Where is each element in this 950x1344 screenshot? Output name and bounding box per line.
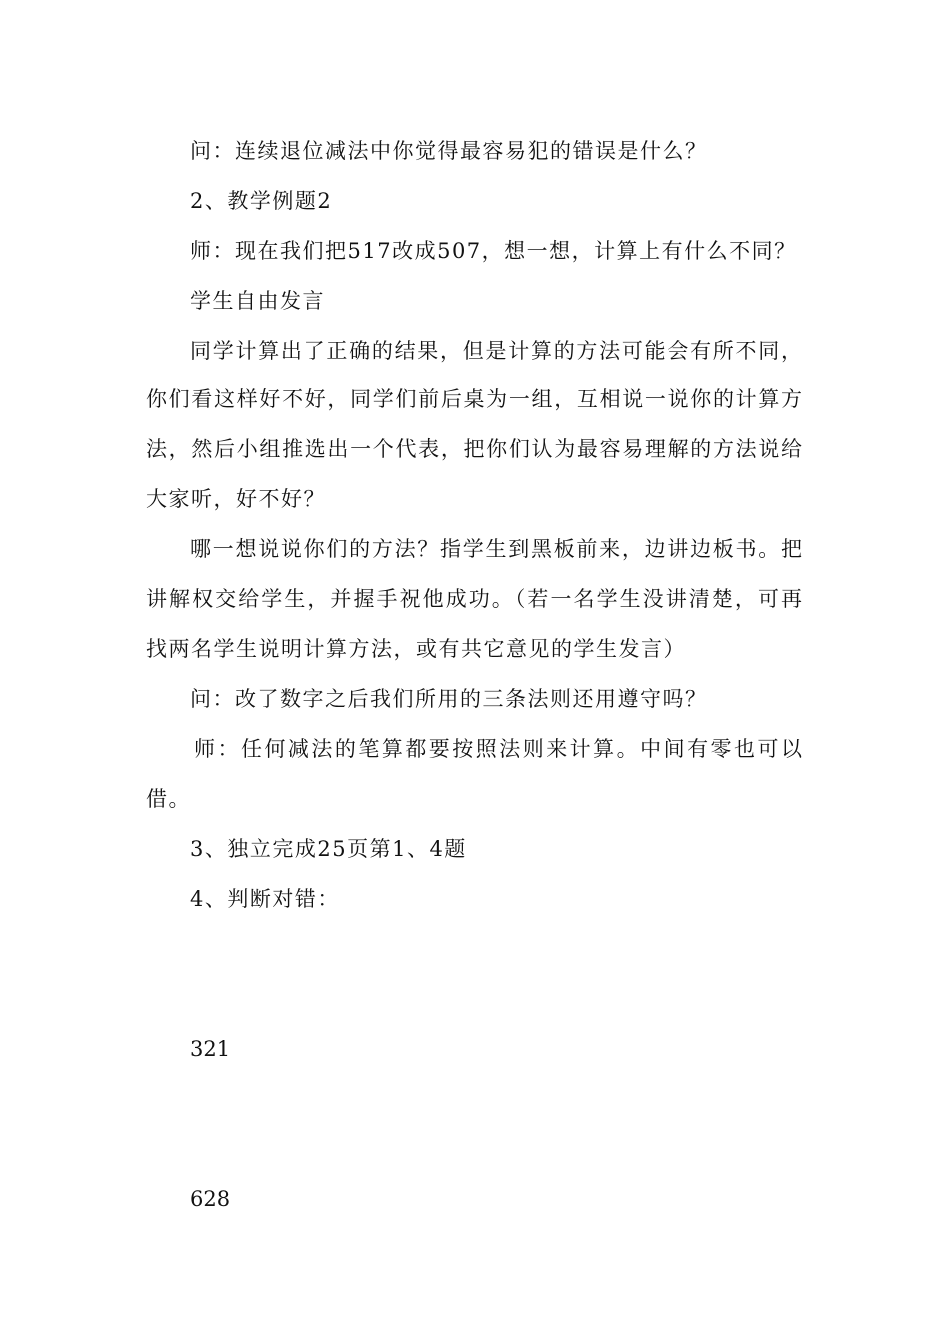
- question-line: 问：连续退位减法中你觉得最容易犯的错误是什么？: [190, 139, 708, 163]
- number-321: 321: [190, 1037, 231, 1061]
- paragraph-line: 法，然后小组推选出一个代表，把你们认为最容易理解的方法说给: [146, 437, 802, 461]
- section-heading-example-2: 2、教学例题2: [190, 189, 333, 213]
- paragraph-line: 你们看这样好不好，同学们前后桌为一组，互相说一说你的计算方: [146, 387, 802, 411]
- paragraph-line: 讲解权交给学生，并握手祝他成功。（若一名学生没讲清楚，可再: [146, 587, 802, 611]
- paragraph-line: 同学计算出了正确的结果，但是计算的方法可能会有所不同，: [190, 339, 802, 363]
- question-line: 问：改了数字之后我们所用的三条法则还用遵守吗？: [190, 687, 708, 711]
- paragraph-line: 找两名学生说明计算方法，或有共它意见的学生发言）: [146, 637, 686, 661]
- teacher-line: 师：任何减法的笔算都要按照法则来计算。中间有零也可以: [194, 737, 802, 761]
- paragraph-line: 哪一想说说你们的方法？指学生到黑板前来，边讲边板书。把: [190, 537, 802, 561]
- teacher-line: 师：现在我们把517改成507，想一想，计算上有什么不同？: [190, 239, 797, 263]
- number-628: 628: [190, 1187, 231, 1211]
- student-line: 学生自由发言: [190, 289, 325, 313]
- section-heading-exercise-4: 4、判断对错：: [190, 887, 340, 911]
- section-heading-exercise-3: 3、独立完成25页第1、4题: [190, 837, 467, 861]
- paragraph-line: 借。: [146, 787, 191, 811]
- paragraph-line: 大家听，好不好？: [146, 487, 326, 511]
